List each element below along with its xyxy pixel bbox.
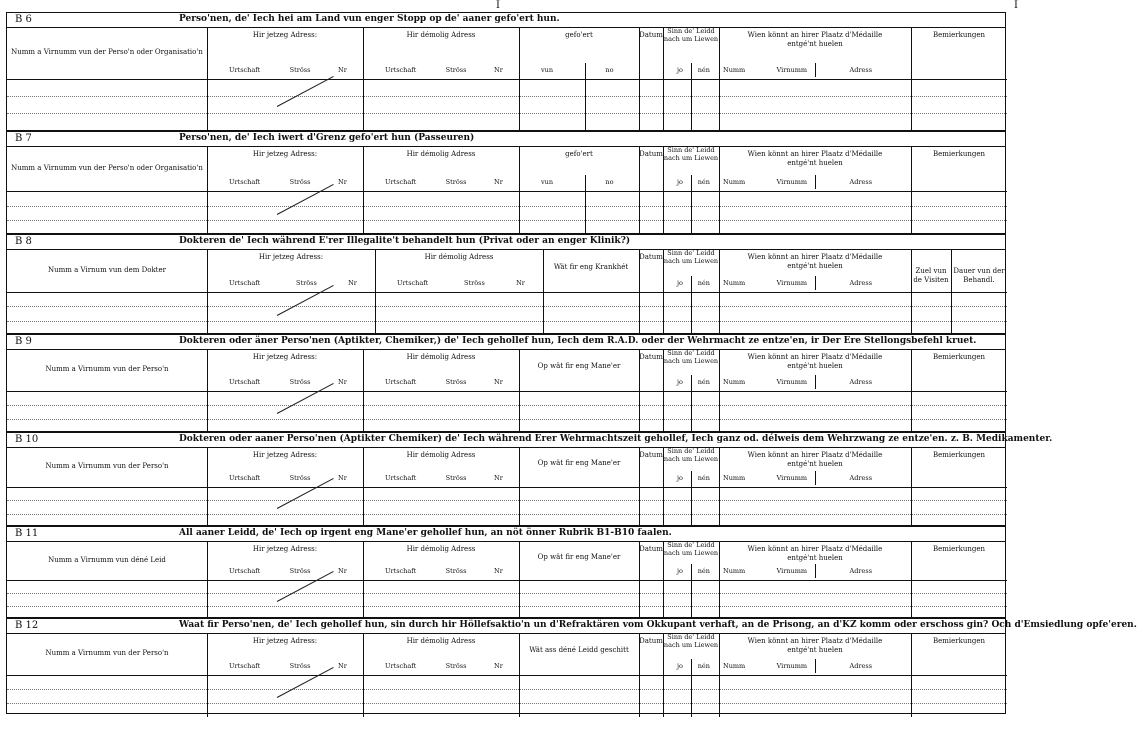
stross-label: Ströss xyxy=(296,279,317,287)
section-title: Waat fir Perso'nen, de' Iech gehollef hun, sin durch hir Höllefsaktio'n un d'Refraktären vom Okkupant verhaft, an de Prisong, an d'KZ komm oder erschoss gin? Och d'Emsiedlung opfe'eren. xyxy=(179,620,1137,630)
datum-label: Datum xyxy=(639,353,663,361)
section-code: B 9 xyxy=(15,336,32,347)
form-section-b12 xyxy=(7,617,1137,715)
jo-nen-divider xyxy=(691,175,692,235)
row-rule xyxy=(7,220,1007,221)
name-column-label: Numm a Virnumm vun déné Leid xyxy=(48,555,166,564)
form-section-b6 xyxy=(7,13,1005,130)
nr-label: Nr xyxy=(494,178,503,186)
stross-label: Ströss xyxy=(445,378,467,386)
jo-label: jo xyxy=(677,178,683,186)
virnumm-divider xyxy=(815,564,816,578)
virnumm-label: Virnumm xyxy=(776,662,808,670)
numm-label: Numm xyxy=(723,378,746,386)
jo-label: jo xyxy=(677,279,683,287)
virnumm-divider xyxy=(815,276,816,290)
third-column-label: gefo'ert xyxy=(565,150,593,158)
stross-label: Ströss xyxy=(289,662,311,670)
pen-stroke xyxy=(277,667,334,698)
jo-nen-divider xyxy=(691,375,692,433)
datum-label: Datum xyxy=(639,31,663,39)
header-divider xyxy=(7,675,1007,676)
numm-label: Numm xyxy=(723,279,746,287)
top-tick-mark: I xyxy=(496,0,500,11)
adress-label: Adress xyxy=(849,66,873,74)
medal-recipient-label: Wien könnt an hirer Plaatz d'Médaille entgé'nt huelen xyxy=(747,253,883,270)
urtschaft-label: Urtschaft xyxy=(229,178,261,186)
stross-label: Ströss xyxy=(289,178,311,186)
section-grid xyxy=(7,633,1005,717)
name-column-label: Numm a Virnumm vun der Perso'n xyxy=(45,365,169,373)
jo-nen-divider xyxy=(691,63,692,130)
section-header xyxy=(7,235,1005,250)
urtschaft-label: Urtschaft xyxy=(397,279,429,287)
section-code: B 11 xyxy=(15,528,39,539)
to-label: no xyxy=(605,178,614,186)
stross-label: Ströss xyxy=(445,567,467,575)
adress-label: Adress xyxy=(849,662,873,670)
third-column-label: Op wät fir eng Mane'er xyxy=(537,459,621,467)
section-header xyxy=(7,619,1137,634)
medal-recipient-label: Wien könnt an hirer Plaatz d'Médaille entgé'nt huelen xyxy=(747,31,883,48)
nen-label: nén xyxy=(697,662,710,670)
former-address-label: Hir démolig Adress xyxy=(406,353,476,361)
current-address-label: Hir jetzeg Adress: xyxy=(252,451,318,459)
third-column-label: Wät fir eng Krankhét xyxy=(553,262,629,271)
nr-label: Nr xyxy=(494,378,503,386)
virnumm-label: Virnumm xyxy=(776,567,808,575)
numm-label: Numm xyxy=(723,178,746,186)
nen-label: nén xyxy=(697,66,710,74)
former-address-label: Hir démolig Adress xyxy=(424,253,494,261)
datum-label: Datum xyxy=(639,545,663,553)
section-grid xyxy=(7,146,1005,235)
nr-label: Nr xyxy=(494,567,503,575)
form-sheet xyxy=(6,12,1137,714)
row-rule xyxy=(7,703,1007,704)
current-address-label: Hir jetzeg Adress: xyxy=(252,150,318,158)
jo-label: jo xyxy=(677,662,683,670)
row-rule xyxy=(7,206,1007,207)
section-title: All aaner Leidd, de' Iech op irgent eng Mane'er gehollef hun, an nöt önner Rubrik B1-B10 faalen. xyxy=(179,528,672,538)
current-address-label: Hir jetzeg Adress: xyxy=(252,545,318,553)
virnumm-divider xyxy=(815,63,816,77)
current-address-label: Hir jetzeg Adress: xyxy=(258,253,324,261)
medal-recipient-label: Wien könnt an hirer Plaatz d'Médaille entgé'nt huelen xyxy=(747,637,883,654)
virnumm-label: Virnumm xyxy=(776,178,808,186)
adress-label: Adress xyxy=(849,178,873,186)
row-rule xyxy=(7,405,1007,406)
name-column-label: Numm a Virnumm vun der Perso'n xyxy=(45,462,169,470)
nr-label: Nr xyxy=(348,279,357,287)
virnumm-divider xyxy=(815,471,816,485)
sinn-label: Sinn de' Leidd nach um Liewen xyxy=(663,146,719,162)
datum-label: Datum xyxy=(639,150,663,158)
adress-label: Adress xyxy=(849,567,873,575)
virnumm-divider xyxy=(815,659,816,673)
pen-stroke xyxy=(277,76,334,107)
sinn-label: Sinn de' Leidd nach um Liewen xyxy=(663,447,719,463)
to-label: no xyxy=(605,66,614,74)
jo-nen-divider xyxy=(691,276,692,335)
adress-label: Adress xyxy=(849,474,873,482)
from-label: vun xyxy=(541,66,554,74)
nr-label: Nr xyxy=(338,66,347,74)
sinn-label: Sinn de' Leidd nach um Liewen xyxy=(663,249,719,265)
urtschaft-label: Urtschaft xyxy=(385,66,417,74)
stross-label: Ströss xyxy=(445,474,467,482)
name-column-label: Numm a Virnumm vun der Perso'n oder Organisatio'n xyxy=(11,48,203,56)
section-title: Perso'nen, de' Iech hei am Land vun enger Stopp op de' aaner gefo'ert hun. xyxy=(179,14,560,24)
row-rule xyxy=(7,593,1007,594)
section-grid xyxy=(7,447,1005,527)
sinn-label: Sinn de' Leidd nach um Liewen xyxy=(663,349,719,365)
row-rule xyxy=(7,606,1007,607)
header-divider xyxy=(7,79,1007,80)
urtschaft-label: Urtschaft xyxy=(385,567,417,575)
right-tick-mark: I xyxy=(1014,0,1018,11)
remarks-label: Bemierkungen xyxy=(932,353,986,361)
from-to-divider xyxy=(585,175,586,235)
sinn-label: Sinn de' Leidd nach um Liewen xyxy=(663,541,719,557)
section-header xyxy=(7,132,1005,147)
urtschaft-label: Urtschaft xyxy=(229,567,261,575)
current-address-label: Hir jetzeg Adress: xyxy=(252,31,318,39)
virnumm-label: Virnumm xyxy=(776,66,808,74)
remarks-label: Bemierkungen xyxy=(932,451,986,459)
section-code: B 6 xyxy=(15,14,32,25)
stross-label: Ströss xyxy=(289,66,311,74)
medal-recipient-label: Wien könnt an hirer Plaatz d'Médaille entgé'nt huelen xyxy=(747,451,883,468)
section-code: B 10 xyxy=(15,434,39,445)
section-grid xyxy=(7,541,1005,619)
nr-label: Nr xyxy=(338,662,347,670)
header-divider xyxy=(7,580,1007,581)
jo-label: jo xyxy=(677,378,683,386)
nr-label: Nr xyxy=(516,279,525,287)
nr-label: Nr xyxy=(338,178,347,186)
row-rule xyxy=(7,306,1007,307)
section-grid xyxy=(7,249,1005,335)
numm-label: Numm xyxy=(723,66,746,74)
third-column-label: Wät ass déné Leidd geschitt xyxy=(529,646,629,654)
row-rule xyxy=(7,689,1007,690)
jo-nen-divider xyxy=(691,659,692,717)
urtschaft-label: Urtschaft xyxy=(229,279,261,287)
nen-label: nén xyxy=(697,474,710,482)
section-grid xyxy=(7,349,1005,433)
nr-label: Nr xyxy=(338,474,347,482)
urtschaft-label: Urtschaft xyxy=(229,474,261,482)
row-rule xyxy=(7,514,1007,515)
name-column-label: Numm a Virnumm vun der Perso'n oder Organisatio'n xyxy=(11,163,203,172)
nr-label: Nr xyxy=(494,474,503,482)
numm-label: Numm xyxy=(723,474,746,482)
section-header xyxy=(7,13,1005,28)
remarks-label: Bemierkungen xyxy=(932,31,986,39)
datum-label: Datum xyxy=(639,451,663,459)
jo-nen-divider xyxy=(691,564,692,619)
datum-label: Datum xyxy=(639,253,663,261)
section-title: Dokteren de' Iech während E'rer Illegalite't behandelt hun (Privat oder an enger Klinik?) xyxy=(179,236,631,246)
pen-stroke xyxy=(277,184,334,215)
sinn-label: Sinn de' Leidd nach um Liewen xyxy=(663,27,719,43)
stross-label: Ströss xyxy=(289,378,311,386)
stross-label: Ströss xyxy=(445,662,467,670)
section-title: Dokteren oder äner Perso'nen (Aptikter, Chemiker,) de' Iech gehollef hun, Iech dem R.A.D. oder der Wehrmacht ze entze'en, ir Der Ere Stellongsbefehl kruet. xyxy=(179,336,977,346)
third-column-label: Op wät fir eng Mane'er xyxy=(537,552,621,561)
jo-nen-divider xyxy=(691,471,692,527)
virnumm-divider xyxy=(815,175,816,189)
pen-stroke xyxy=(277,478,334,509)
section-code: B 12 xyxy=(15,620,39,631)
third-column-label: Op wät fir eng Mane'er xyxy=(537,362,621,370)
remarks-label: Bemierkungen xyxy=(932,637,986,645)
nr-label: Nr xyxy=(494,66,503,74)
section-grid xyxy=(7,27,1005,130)
section-title: Dokteren oder aaner Perso'nen (Aptikter Chemiker) de' Iech während Erer Wehrmachtszeit gehollef, Iech ganz od. délweis dem Wehrzwang ze entze'en. z. B. Medikamenter. xyxy=(179,434,1053,444)
former-address-label: Hir démolig Adress xyxy=(406,545,476,553)
pen-stroke xyxy=(277,285,334,316)
medal-recipient-label: Wien könnt an hirer Plaatz d'Médaille entgé'nt huelen xyxy=(747,353,883,370)
current-address-label: Hir jetzeg Adress: xyxy=(252,637,318,645)
form-section-b9 xyxy=(7,333,1005,431)
urtschaft-label: Urtschaft xyxy=(229,662,261,670)
nen-label: nén xyxy=(697,378,710,386)
virnumm-label: Virnumm xyxy=(776,378,808,386)
header-divider xyxy=(7,292,1007,293)
urtschaft-label: Urtschaft xyxy=(385,378,417,386)
adress-label: Adress xyxy=(849,279,873,287)
adress-label: Adress xyxy=(849,378,873,386)
sinn-label: Sinn de' Leidd nach um Liewen xyxy=(663,633,719,649)
nr-label: Nr xyxy=(494,662,503,670)
remarks-label: Bemierkungen xyxy=(932,545,986,553)
form-section-b7 xyxy=(7,130,1005,233)
jo-label: jo xyxy=(677,474,683,482)
row-rule xyxy=(7,113,1007,114)
stross-label: Ströss xyxy=(445,66,467,74)
jo-label: jo xyxy=(677,66,683,74)
virnumm-divider xyxy=(815,375,816,389)
stross-label: Ströss xyxy=(289,474,311,482)
header-divider xyxy=(7,191,1007,192)
urtschaft-label: Urtschaft xyxy=(229,66,261,74)
row-rule xyxy=(7,96,1007,97)
urtschaft-label: Urtschaft xyxy=(229,378,261,386)
row-rule xyxy=(7,419,1007,420)
form-section-b8 xyxy=(7,233,1005,333)
virnumm-label: Virnumm xyxy=(776,279,808,287)
row-rule xyxy=(7,321,1007,322)
stross-label: Ströss xyxy=(445,178,467,186)
former-address-label: Hir démolig Adress xyxy=(406,150,476,158)
medal-recipient-label: Wien könnt an hirer Plaatz d'Médaille entgé'nt huelen xyxy=(747,545,883,562)
name-column-label: Numm a Virnum vun dem Dokter xyxy=(48,265,166,274)
nen-label: nén xyxy=(697,178,710,186)
section-code: B 8 xyxy=(15,236,32,247)
jo-label: jo xyxy=(677,567,683,575)
former-address-label: Hir démolig Adress xyxy=(406,31,476,39)
former-address-label: Hir démolig Adress xyxy=(406,637,476,645)
remarks-label: Bemierkungen xyxy=(932,150,986,158)
numm-label: Numm xyxy=(723,662,746,670)
nr-label: Nr xyxy=(338,378,347,386)
form-section-b10 xyxy=(7,431,1053,525)
virnumm-label: Virnumm xyxy=(776,474,808,482)
header-divider xyxy=(7,391,1007,392)
nen-label: nén xyxy=(697,567,710,575)
from-label: vun xyxy=(541,178,554,186)
section-title: Perso'nen, de' Iech iwert d'Grenz gefo'ert hun (Passeuren) xyxy=(179,133,475,143)
pen-stroke xyxy=(277,383,334,414)
section-code: B 7 xyxy=(15,133,32,144)
visits-count-label: Zuel vun de Visiten xyxy=(913,266,949,284)
section-header xyxy=(7,335,1005,350)
numm-label: Numm xyxy=(723,567,746,575)
third-column-label: gefo'ert xyxy=(565,31,593,39)
datum-label: Datum xyxy=(639,637,663,645)
urtschaft-label: Urtschaft xyxy=(385,178,417,186)
urtschaft-label: Urtschaft xyxy=(385,474,417,482)
nr-label: Nr xyxy=(338,567,347,575)
stross-label: Ströss xyxy=(464,279,485,287)
from-to-divider xyxy=(585,63,586,130)
medal-recipient-label: Wien könnt an hirer Plaatz d'Médaille entgé'nt huelen xyxy=(747,150,883,167)
form-section-b11 xyxy=(7,525,1005,617)
name-column-label: Numm a Virnumm vun der Perso'n xyxy=(45,649,169,657)
header-divider xyxy=(7,487,1007,488)
section-header xyxy=(7,527,1005,542)
nen-label: nén xyxy=(697,279,710,287)
row-rule xyxy=(7,500,1007,501)
section-header xyxy=(7,433,1053,448)
stross-label: Ströss xyxy=(289,567,311,575)
treatment-duration-label: Dauer vun der Behandl. xyxy=(953,266,1005,284)
former-address-label: Hir démolig Adress xyxy=(406,451,476,459)
urtschaft-label: Urtschaft xyxy=(385,662,417,670)
pen-stroke xyxy=(277,571,334,602)
current-address-label: Hir jetzeg Adress: xyxy=(252,353,318,361)
